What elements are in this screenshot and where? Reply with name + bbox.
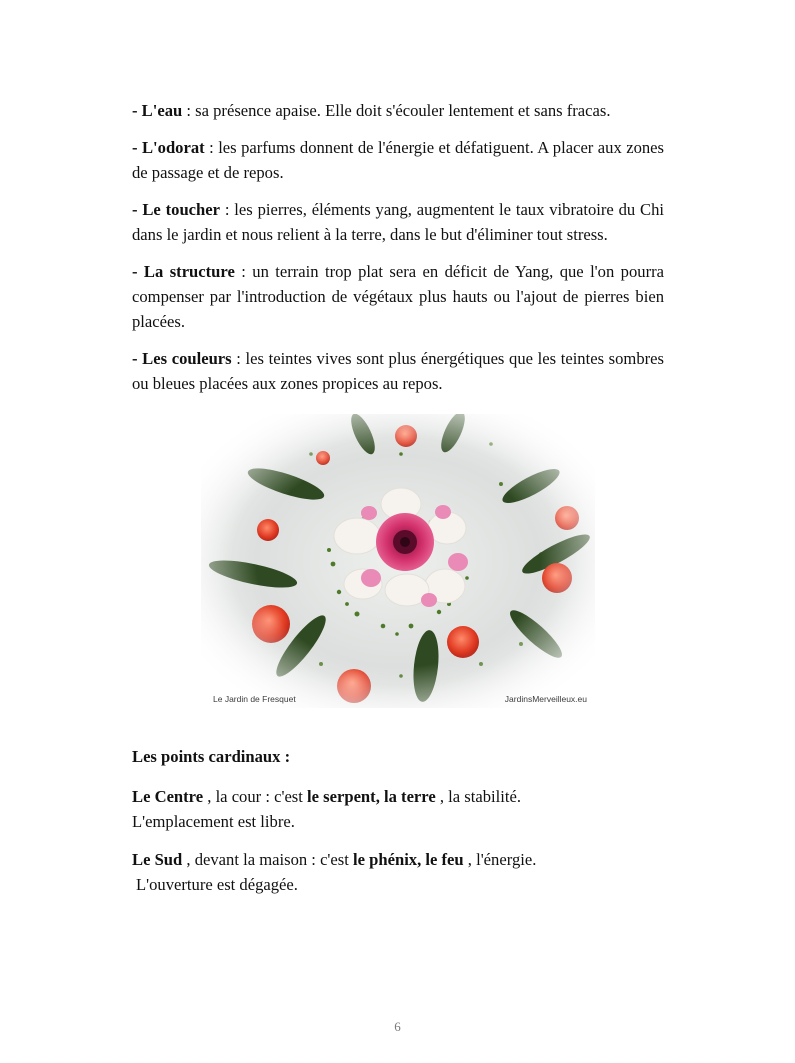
cardinal-sud-quality: , l'énergie. [463, 850, 537, 869]
page-content [132, 98, 664, 910]
text-toucher: : les pierres, éléments yang, augmentent le taux vibratoire du Chi dans le jardin et nous relient à la terre, dans le but d'éliminer tout stress. [132, 200, 664, 244]
cardinal-sud-place: , devant la maison : c'est [182, 850, 354, 869]
text-odorat: : les parfums donnent de l'énergie et défatiguent. A placer aux zones de passage et de repos. [132, 138, 664, 182]
cardinal-centre-direction: Le Centre [132, 787, 204, 806]
cardinal-centre-place: , la cour : c'est [203, 787, 308, 806]
term-eau: - L'eau [132, 101, 183, 120]
text-structure: : un terrain trop plat sera en déficit de Yang, que l'on pourra compenser par l'introduction de végétaux plus hauts ou l'ajout de pierres bien placées. [132, 262, 664, 331]
mandala-illustration [201, 414, 595, 708]
paragraph-structure [132, 259, 664, 334]
cardinal-centre-symbol: le serpent, la terre [307, 787, 436, 806]
garden-mandala-photo [201, 414, 595, 708]
cardinal-sud-note: L'ouverture est dégagée. [136, 875, 298, 894]
cardinal-sud-symbol: le phénix, le feu [353, 850, 464, 869]
term-couleurs: - Les couleurs [132, 349, 232, 368]
photo-vignette [201, 414, 595, 708]
text-eau: : sa présence apaise. Elle doit s'écouler lentement et sans fracas. [182, 101, 611, 120]
section-title: Les points cardinaux : [132, 747, 291, 766]
cardinal-sud-direction: Le Sud [132, 850, 183, 869]
term-toucher: - Le toucher [132, 200, 221, 219]
cardinal-centre [132, 784, 664, 834]
paragraph-eau [132, 98, 664, 123]
term-structure: - La structure [132, 262, 235, 281]
cardinal-centre-note: L'emplacement est libre. [132, 812, 295, 831]
cardinal-centre-quality: , la stabilité. [435, 787, 521, 806]
paragraph-couleurs [132, 346, 664, 396]
term-odorat: - L'odorat [132, 138, 205, 157]
paragraph-toucher [132, 197, 664, 247]
paragraph-odorat [132, 135, 664, 185]
photo-caption-right: JardinsMerveilleux.eu [504, 694, 587, 704]
text-couleurs: : les teintes vives sont plus énergétiques que les teintes sombres ou bleues placées aux zones propices au repos. [132, 349, 664, 393]
cardinal-sud [132, 847, 664, 897]
page-number: 6 [394, 1019, 401, 1034]
photo-caption-left: Le Jardin de Fresquet [213, 694, 296, 704]
